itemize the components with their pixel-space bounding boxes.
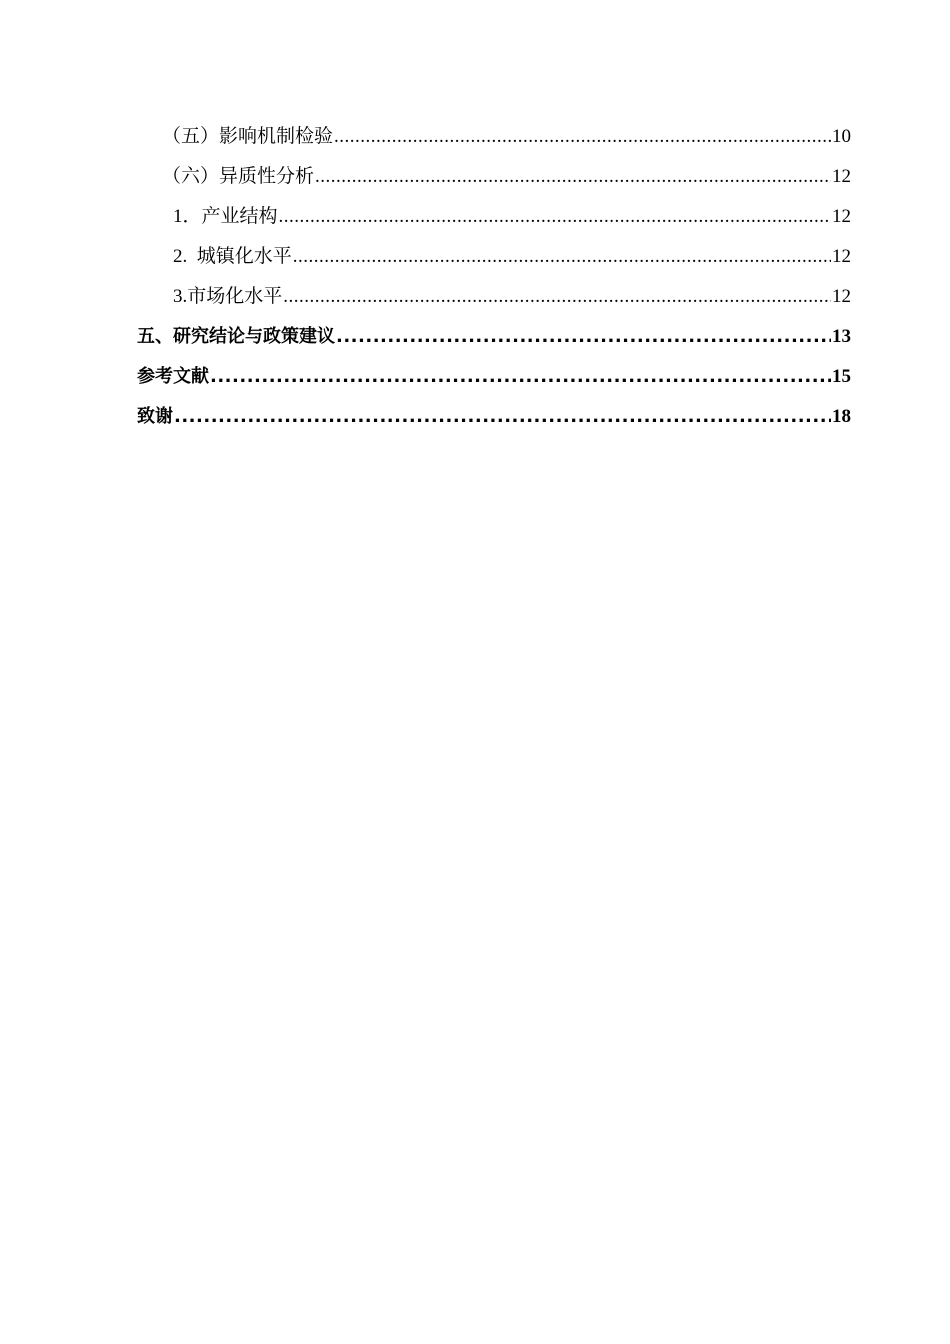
toc-page-number: 15	[832, 366, 851, 387]
dot-leader	[315, 157, 831, 197]
dot-leader	[174, 397, 831, 437]
toc-entry-label: 致谢	[137, 406, 173, 427]
toc-entry-marketization[interactable]	[137, 277, 851, 317]
toc-entry-acknowledgements[interactable]	[137, 397, 851, 437]
toc-entry-label: （六）异质性分析	[162, 166, 315, 187]
dot-leader	[279, 197, 831, 237]
toc-entry-conclusions[interactable]	[137, 317, 851, 357]
toc-entry-label: 2. 城镇化水平	[173, 246, 292, 267]
toc-entry-label: （五）影响机制检验	[162, 126, 334, 147]
toc-entry-industrial-structure[interactable]	[137, 197, 851, 237]
toc-page-number: 12	[832, 166, 851, 187]
toc-entry-references[interactable]	[137, 357, 851, 397]
table-of-contents	[137, 117, 851, 437]
toc-entry-mechanism-test[interactable]	[137, 117, 851, 157]
toc-page-number: 10	[832, 126, 851, 147]
toc-page-number: 12	[832, 246, 851, 267]
dot-leader	[334, 117, 831, 157]
toc-entry-label: 1．产业结构	[173, 206, 278, 227]
toc-entry-urbanization[interactable]	[137, 237, 851, 277]
toc-entry-label: 参考文献	[137, 366, 209, 387]
toc-entry-label: 五、研究结论与政策建议	[137, 326, 335, 347]
toc-page-number: 18	[832, 406, 851, 427]
dot-leader	[336, 317, 831, 357]
dot-leader	[293, 237, 831, 277]
toc-entry-label: 3.市场化水平	[173, 286, 283, 307]
dot-leader	[283, 277, 831, 317]
toc-page-number: 12	[832, 286, 851, 307]
toc-page-number: 13	[832, 326, 851, 347]
toc-entry-heterogeneity[interactable]	[137, 157, 851, 197]
dot-leader	[210, 357, 831, 397]
toc-page-number: 12	[832, 206, 851, 227]
